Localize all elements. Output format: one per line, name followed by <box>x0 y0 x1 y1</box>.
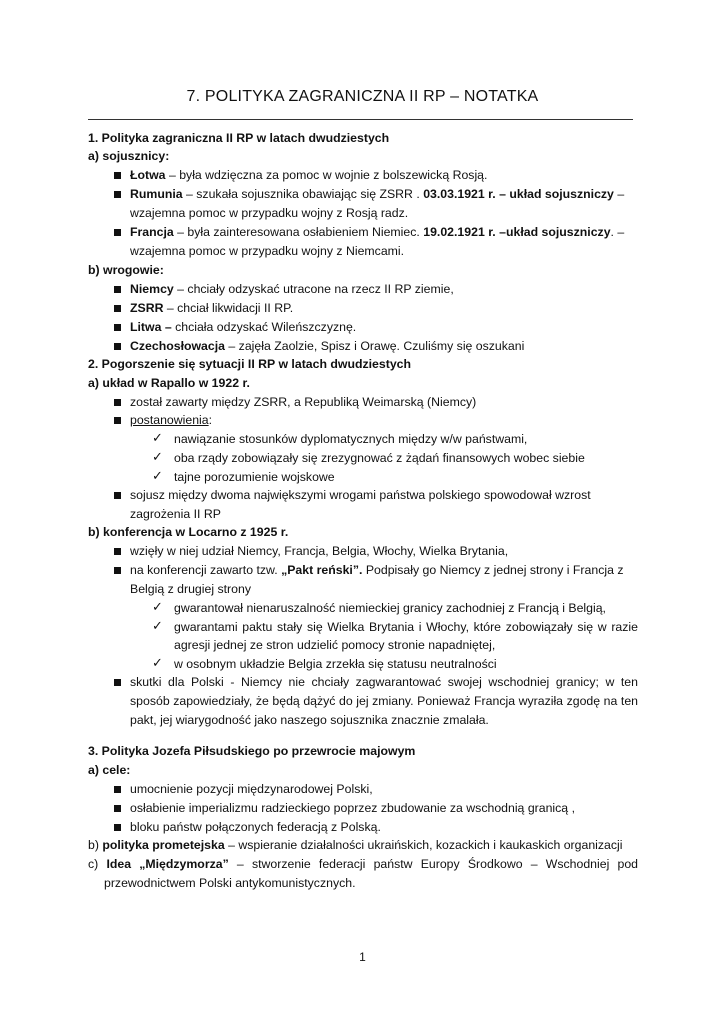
checkmark-icon: ✓ <box>152 655 163 670</box>
list-item-czechoslowacja: Czechosłowacja – zajęła Zaolzie, Spisz i Orawę. Czuliśmy się oszukani <box>130 339 525 353</box>
section-3-heading: 3. Polityka Jozefa Piłsudskiego po przewrocie majowym <box>88 744 416 758</box>
rapallo-heading: a) układ w Rapallo w 1922 r. <box>88 376 250 390</box>
list-item-postanowienia: postanowienia: <box>130 413 213 427</box>
list-item-francja: Francja – była zainteresowana osłabieniem Niemiec. 19.02.1921 r. –układ sojuszniczy. – <box>130 225 625 239</box>
list-item-francja-cont: wzajemna pomoc w przypadku wojny z Niemcami. <box>130 244 405 258</box>
bullet-icon <box>114 567 121 574</box>
bullet-icon <box>114 548 121 555</box>
list-item-rumunia-cont: wzajemna pomoc w przypadku wojny z Rosją radz. <box>130 206 409 220</box>
list-item-blok: bloku państw połączonych federacją z Polską. <box>130 820 381 834</box>
list-item-sojusz: sojusz między dwoma największymi wrogami państwa polskiego spowodował wzrost <box>130 488 591 502</box>
list-item-skutki-end: pakt, jej wiarygodność jako naszego sojusznika znacznie zmalała. <box>130 713 489 727</box>
check-item-belgia: w osobnym układzie Belgia zrzekła się statusu neutralności <box>174 657 497 671</box>
list-item-lotwa: Łotwa – była wdzięczna za pomoc w wojnie z bolszewicką Rosją. <box>130 168 488 182</box>
list-item-zsrr: ZSRR – chciał likwidacji II RP. <box>130 301 294 315</box>
section-2-heading: 2. Pogorszenie się sytuacji II RP w latach dwudziestych <box>88 357 412 371</box>
bullet-icon <box>114 229 121 236</box>
bullet-icon <box>114 172 121 179</box>
checkmark-icon: ✓ <box>152 449 163 464</box>
check-item-wojskowe: tajne porozumienie wojskowe <box>174 470 335 484</box>
list-item-litwa: Litwa – chciała odzyskać Wileńszczyznę. <box>130 320 357 334</box>
checkmark-icon: ✓ <box>152 618 163 633</box>
list-item-udzial: wzięły w niej udział Niemcy, Francja, Belgia, Włochy, Wielka Brytania, <box>130 544 509 558</box>
check-item-gwaranci: gwarantami paktu stały się Wielka Brytania i Włochy, które zobowiązały się w razie <box>174 620 638 634</box>
miedzymorze-cont: przewodnictwem Polski antykomunistycznych. <box>104 876 356 890</box>
checkmark-icon: ✓ <box>152 430 163 445</box>
bullet-icon <box>114 399 121 406</box>
locarno-heading: b) konferencja w Locarno z 1925 r. <box>88 525 289 539</box>
list-item-niemcy: Niemcy – chciały odzyskać utracone na rzecz II RP ziemie, <box>130 282 454 296</box>
check-item-stosunki: nawiązanie stosunków dyplomatycznych między w/w państwami, <box>174 432 528 446</box>
enemies-heading: b) wrogowie: <box>88 263 164 277</box>
list-item-pakt-cont: Belgią z drugiej strony <box>130 582 251 596</box>
allies-heading: a) sojusznicy: <box>88 149 170 163</box>
bullet-icon <box>114 492 121 499</box>
bullet-icon <box>114 324 121 331</box>
page-number: 1 <box>359 950 366 964</box>
miedzymorze-line: c) Idea „Międzymorza” – stworzenie federacji państw Europy Środkowo – Wschodniej pod <box>88 857 638 871</box>
list-item-sojusz-cont: zagrożenia II RP <box>130 507 221 521</box>
bullet-icon <box>114 417 121 424</box>
page-title: 7. POLITYKA ZAGRANICZNA II RP – NOTATKA <box>186 88 539 105</box>
checkmark-icon: ✓ <box>152 468 163 483</box>
list-item-rapallo-zawarty: został zawarty między ZSRR, a Republiką Weimarską (Niemcy) <box>130 395 477 409</box>
bullet-icon <box>114 786 121 793</box>
list-item-rumunia: Rumunia – szukała sojusznika obawiając się ZSRR . 03.03.1921 r. – układ sojuszniczy – <box>130 187 625 201</box>
list-item-oslabienie: osłabienie imperializmu radzieckiego poprzez zbudowanie za wschodnią granicą , <box>130 801 575 815</box>
prometejska-line: b) polityka prometejska – wspieranie działalności ukraińskich, kozackich i kaukaskich organizacji <box>88 838 623 852</box>
list-item-umocnienie: umocnienie pozycji międzynarodowej Polski, <box>130 782 373 796</box>
bullet-icon <box>114 343 121 350</box>
check-item-zadania: oba rządy zobowiązały się zrezygnować z żądań finansowych wobec siebie <box>174 451 585 465</box>
list-item-skutki-cont: sposób zapowiedziały, że będą dążyć do jej zmiany. Ponieważ Francja wyraziła zgodę na ten <box>130 694 638 708</box>
bullet-icon <box>114 305 121 312</box>
checkmark-icon: ✓ <box>152 599 163 614</box>
bullet-icon <box>114 805 121 812</box>
title-rule <box>88 119 633 120</box>
check-item-granica: gwarantował nienaruszalność niemieckiej granicy zachodniej z Francją i Belgią, <box>174 601 606 615</box>
list-item-skutki: skutki dla Polski - Niemcy nie chciały zagwarantować swojej wschodniej granicy; w ten <box>130 675 638 689</box>
list-item-pakt: na konferencji zawarto tzw. „Pakt reński”. Podpisały go Niemcy z jednej strony i Francja z <box>130 563 624 577</box>
bullet-icon <box>114 824 121 831</box>
bullet-icon <box>114 679 121 686</box>
section-1-heading: 1. Polityka zagraniczna II RP w latach dwudziestych <box>88 131 390 145</box>
bullet-icon <box>114 286 121 293</box>
check-item-gwaranci-cont: agresji jednej ze stron udzielić pomocy stronie napadniętej, <box>174 638 496 652</box>
bullet-icon <box>114 191 121 198</box>
goals-heading: a) cele: <box>88 763 131 777</box>
